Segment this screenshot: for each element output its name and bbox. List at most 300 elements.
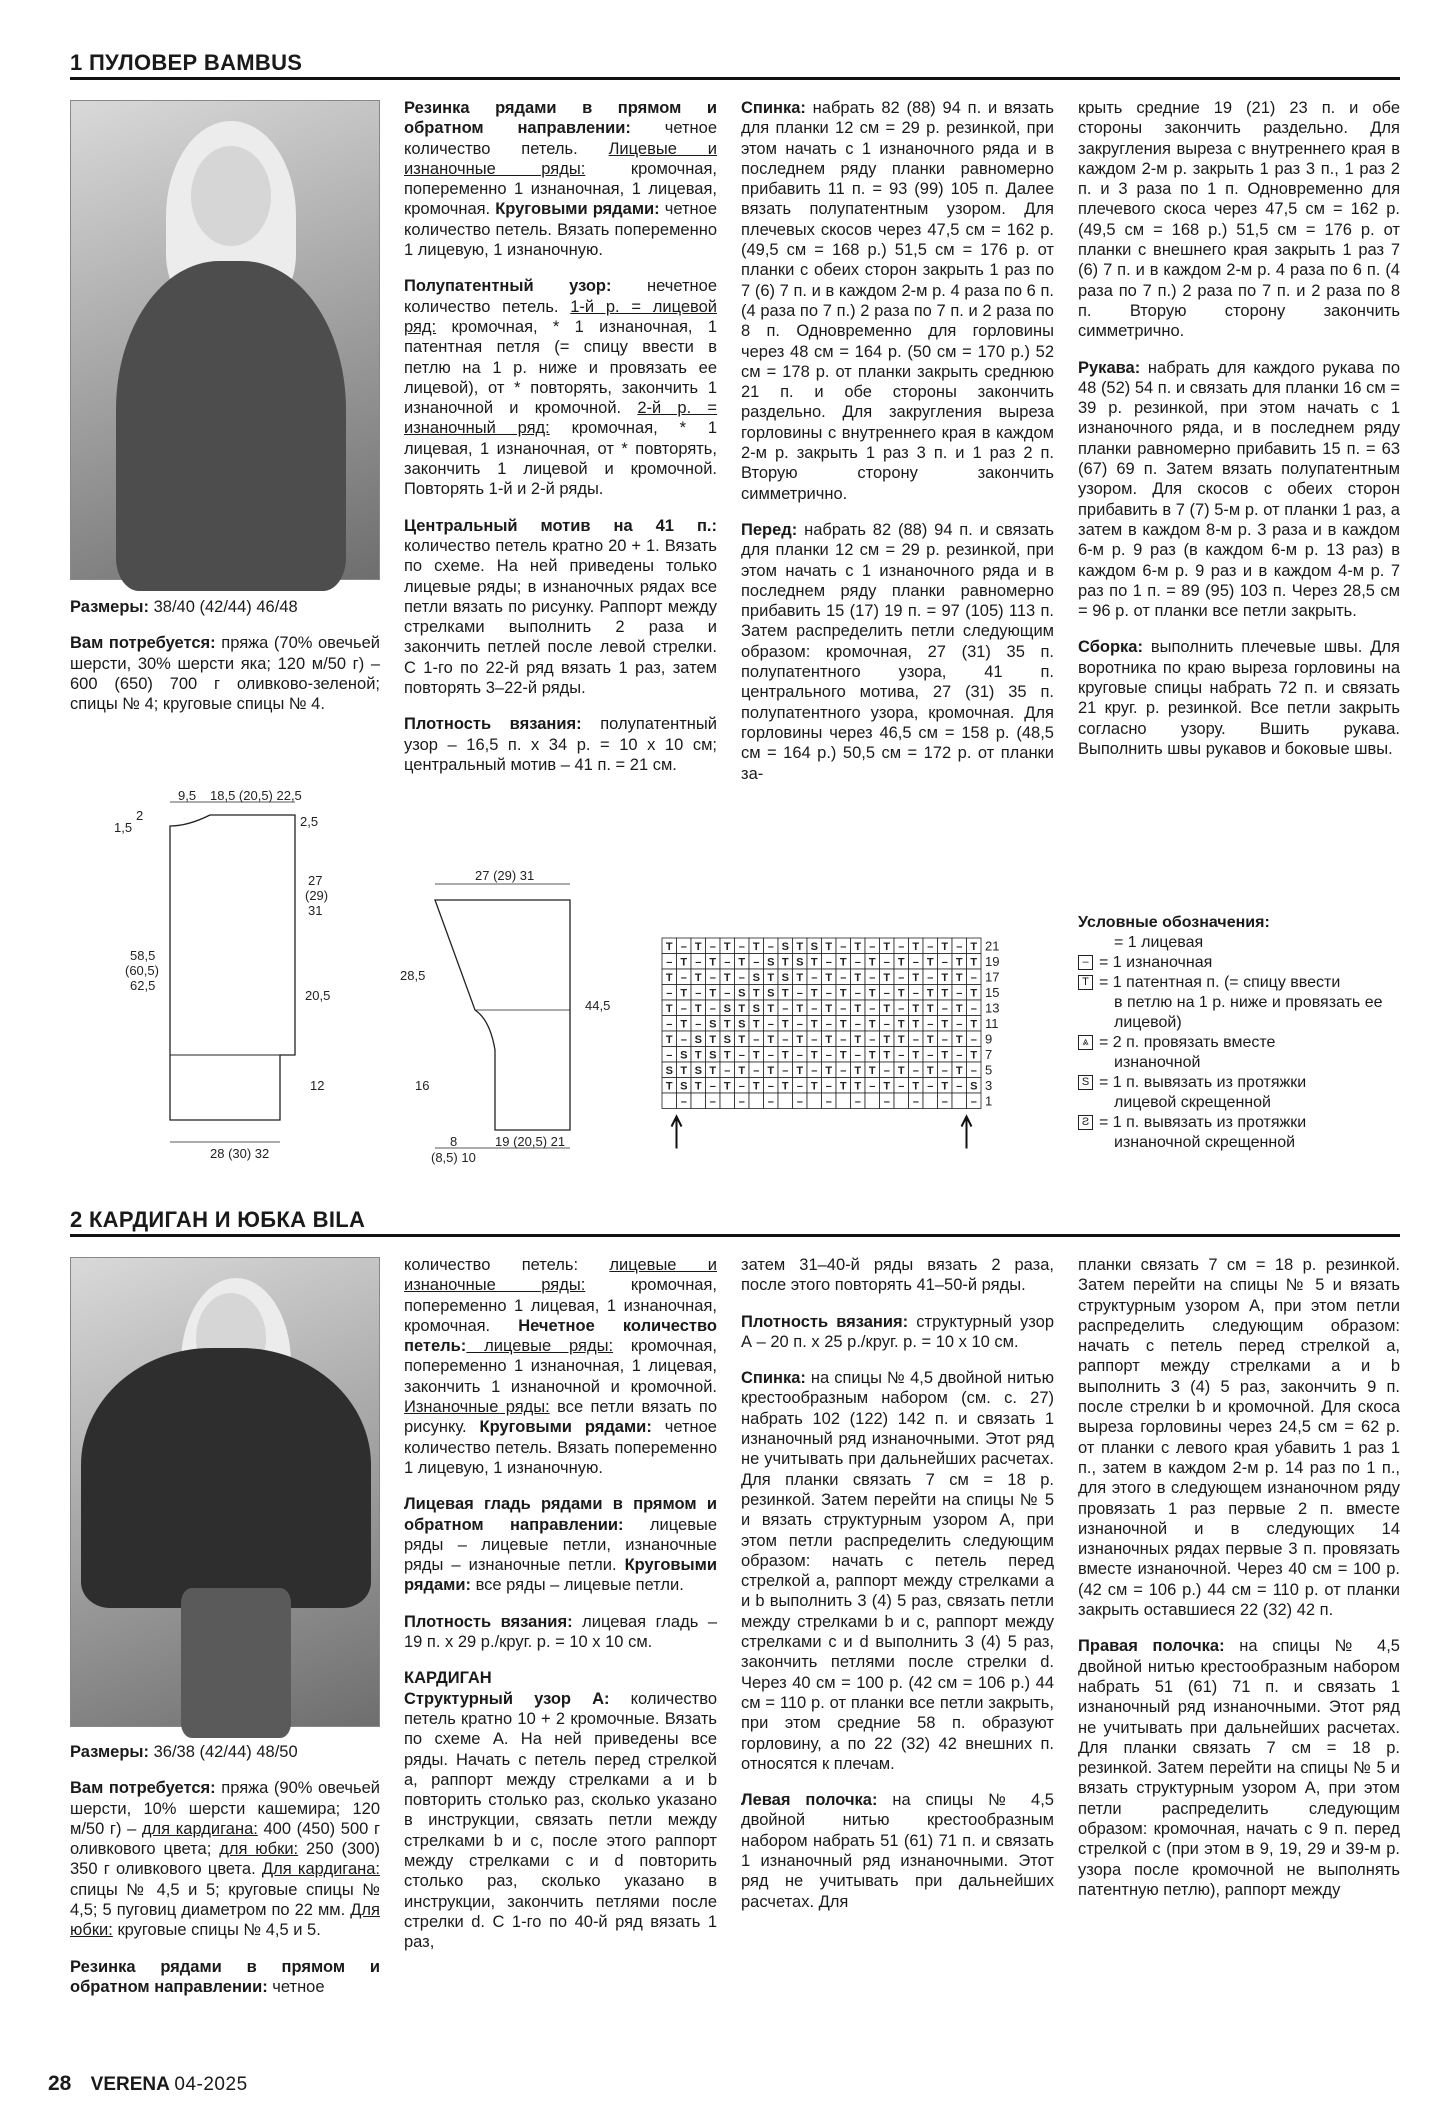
chart-symbol: – xyxy=(970,1096,977,1108)
column-4-s2: планки связать 7 см = 18 р. резинкой. Затем перейти на спицы № 5 и вязать структурным узором А, при этом петли распределить следующим образом: начать с петель перед стрелкой а, раппорт между стрелками а и b выполнить 3 (4) 5 раз, закончить 9 п. после стрелки b и кромочной. Для скоса выреза горловины через 24,5 см = 62 р. от планки с левого края убавить 1 раз 1 п., затем в каждом 2-м р. 14 раз по 1 п., для этого в следующем изнаночном ряду провязать 1 раз первые 2 п. вместе изнаночной и в следующих 14 изнаночных рядах первые 3 п. провязать вместе изнаночной. Через 40 см = 100 р. (42 см = 106 р.) 44 см = 110 р. от планки закрыть оставшиеся 22 (32) 42 п. Правая полочка: на спицы № 4,5 двойной нитью крестообразным набором набрать 51 (61) 71 п. и связать 1 изнаночный ряд изнаночными. Этот ряд не учитывать при дальнейших расчетах. Для планки связать 7 см = 18 р. резинкой. Затем перейти на спицы № 5 и вязать структурным узором А, при этом петли распределить следующим образом: кромочная, начать с 9 п. перед стрелкой с (при этом в 9, 19, 29 и 39-м р. узора после кромочной не выполнять патентную петлю), раппорт между xyxy=(1078,1256,1400,1899)
chart-symbol: – xyxy=(840,1003,847,1015)
knitting-chart xyxy=(650,930,1040,1170)
chart-symbol: T xyxy=(883,1003,891,1015)
chart-row-number: 11 xyxy=(985,1016,999,1031)
chart-symbol: S xyxy=(738,1018,746,1031)
legend-text: изнаночной xyxy=(1114,1054,1201,1071)
chart-symbol: – xyxy=(840,1065,847,1077)
chart-symbol: – xyxy=(709,1003,716,1015)
chart-symbol: – xyxy=(869,941,876,953)
chart-symbol: – xyxy=(898,941,905,953)
chart-symbol: – xyxy=(666,1049,673,1062)
chart-symbol: T xyxy=(825,941,833,953)
chart-symbol: T xyxy=(941,1049,949,1062)
chart-symbol: T xyxy=(854,1003,862,1015)
chart-symbol: T xyxy=(767,1065,775,1077)
chart-symbol: T xyxy=(825,1065,833,1077)
chart-symbol: – xyxy=(709,972,716,984)
chart-symbol: T xyxy=(665,1034,673,1046)
chart-symbol: – xyxy=(970,1034,977,1046)
chart-symbol: – xyxy=(666,987,673,1000)
chart-symbol: – xyxy=(883,1065,890,1077)
chart-symbol: S xyxy=(680,1080,688,1093)
chart-symbol: T xyxy=(738,1003,746,1015)
chart-symbol: – xyxy=(680,1003,687,1015)
chart-symbol: – xyxy=(825,1096,832,1108)
chart-cell xyxy=(923,1093,938,1109)
chart-symbol: – xyxy=(956,941,963,953)
legend-text: в петлю на 1 р. ниже и провязать ее лицевой) xyxy=(1114,994,1383,1031)
column-3-s2: затем 31–40-й ряды вязать 2 раза, после этого повторять 41–50-й ряды. Плотность вязания: структурный узор А – 20 п. х 25 р./круг. р. = 10 х 10 см. Спинка: на спицы № 4,5 двойной нитью крестообразным набором (см. с. 27) набрать 102 (122) 142 п. и связать 1 изнаночный ряд изнаночными. Этот ряд не учитывать при дальнейших расчетах. Для планки связать 7 см = 18 р. резинкой. Затем перейти на спицы № 5 и вязать структурным узором А, при этом петли распределить следующим образом: начать с петель перед стрелкой а, раппорт между стрелками а и b выполнить 3 (4) 5 раз, связать петли между стрелками b и c, раппорт между стрелками c и d выполнить 3 (4) 5 раз, закончить петлями после стрелки d. Через 40 см = 100 р. (42 см = 106 р.) 44 см = 110 р. от планки все петли закрыть, при этом средние 58 п. образуют горловину, а по 22 (32) 42 внешних п. относятся к плечам. Левая полочка: на спицы № 4,5 двойной нитью крестообразным набором набрать 51 (61) 71 п. и связать 1 изнаночный ряд изнаночными. Этот ряд не учитывать при дальнейших расчетах. Для xyxy=(741,1256,1054,1911)
dim-right-27: 27 xyxy=(308,873,323,888)
chart-symbol: S xyxy=(723,1034,731,1046)
chart-symbol: – xyxy=(898,1049,905,1062)
legend-item xyxy=(1078,1113,1400,1133)
chart-symbol: T xyxy=(767,1034,775,1046)
chart-symbol: – xyxy=(956,987,963,1000)
dim-neck: 9,5 xyxy=(178,788,197,803)
chart-row-number: 13 xyxy=(985,1000,1000,1016)
chart-symbol: T xyxy=(810,1018,818,1031)
legend-symbol-icon: T xyxy=(1078,975,1093,990)
chart-symbol: – xyxy=(854,987,861,1000)
chart-symbol: – xyxy=(811,1065,818,1077)
chart-symbol: – xyxy=(738,1096,745,1108)
dim-bottom-width: 28 (30) 32 xyxy=(210,1146,270,1161)
chart-symbol: – xyxy=(912,956,919,969)
chart-symbol: – xyxy=(825,1080,832,1093)
column-2-s2: количество петель: лицевые и изнаночные ряды: кромочная, попеременно 1 лицевая, 1 изнаночная, кромочная. Нечетное количество петель: лицевые ряды: кромочная, попеременно 1 изнаночная, 1 лицевая, закончить 1 изнаночной и кромочной. Изнаночные ряды: все петли вязать по рисунку. Круговыми рядами: четное количество петель. Вязать попеременно 1 лицевую, 1 изнаночную. Лицевая гладь рядами в прямом и обратном направлении: лицевые ряды – лицевые петли, изнаночные ряды – изнаночные петли. Круговыми рядами: все ряды – лицевые петли. Плотность вязания: лицевая гладь – 19 п. х 29 р./круг. р. = 10 х 10 см. КАРДИГАН Структурный узор А: количество петель кратно 10 + 2 кромочные. Вязать по схеме А. На ней приведены все ряды. Начать с петель перед стрелкой а, раппорт между стрелками а и b повторить столько раз, сколько указано в инструкции, связать петли между стрелками b и c, после этого раппорт между стрелками c и d повторить столько раз, сколько указано в инструкции, закончить петлями после стрелки d. С 1-го по 40-й ряд вязать 1 раз, xyxy=(404,1256,718,1952)
chart-symbol: – xyxy=(941,1034,948,1046)
chart-symbol: T xyxy=(767,972,775,984)
dim-mid-605: (60,5) xyxy=(125,963,159,978)
chart-symbol: S xyxy=(781,941,789,953)
chart-cell xyxy=(865,1093,880,1109)
chart-symbol: T xyxy=(694,1080,702,1093)
chart-row-number: 15 xyxy=(985,985,1000,1000)
chart-symbol: – xyxy=(956,1080,963,1093)
legend-item xyxy=(1078,1093,1400,1113)
chart-symbol: T xyxy=(926,1065,934,1077)
chart-symbol: T xyxy=(883,972,891,984)
dim-sleeve-bottom-3: 19 (20,5) 21 xyxy=(495,1134,566,1149)
chart-row-number: 5 xyxy=(985,1062,993,1078)
chart-symbol: T xyxy=(883,1080,891,1093)
chart-symbol: – xyxy=(883,1096,890,1108)
chart-symbol: T xyxy=(781,956,789,969)
chart-cell xyxy=(952,1093,967,1109)
legend-text: изнаночной скрещенной xyxy=(1114,1134,1296,1151)
chart-symbol: – xyxy=(782,1003,789,1015)
chart-symbol: – xyxy=(869,1003,876,1015)
chart-symbol: T xyxy=(854,1065,862,1077)
chart-cell xyxy=(836,1093,851,1109)
chart-cell xyxy=(662,1093,677,1109)
chart-symbol: – xyxy=(796,1080,803,1093)
chart-symbol: T xyxy=(941,1080,949,1093)
chart-symbol: – xyxy=(811,1003,818,1015)
chart-symbol: S xyxy=(709,1049,717,1062)
dim-left-2: 2 xyxy=(136,808,144,823)
chart-symbol: S xyxy=(767,987,775,1000)
chart-symbol: T xyxy=(883,941,891,953)
chart-symbol: T xyxy=(796,1003,804,1015)
chart-symbol: – xyxy=(883,987,890,1000)
chart-symbol: T xyxy=(709,956,717,969)
chart-cell xyxy=(778,1093,793,1109)
chart-cell xyxy=(894,1093,909,1109)
chart-symbol: – xyxy=(767,1049,774,1062)
chart-symbol: T xyxy=(897,987,905,1000)
chart-symbol: S xyxy=(970,1080,978,1093)
chart-symbol: S xyxy=(709,1018,717,1031)
chart-symbol: – xyxy=(883,1018,890,1031)
chart-symbol: T xyxy=(709,987,717,1000)
legend-item xyxy=(1078,1033,1400,1053)
chart-symbol: – xyxy=(869,972,876,984)
section-rule xyxy=(70,77,1400,80)
photo-cardigan xyxy=(70,1257,380,1727)
dim-sleeve-bottom-1: 8 xyxy=(450,1134,458,1149)
chart-symbol: T xyxy=(796,972,804,984)
legend-item xyxy=(1078,953,1400,973)
chart-symbol: – xyxy=(825,1049,832,1062)
chart-symbol: – xyxy=(854,1049,861,1062)
legend-item xyxy=(1078,993,1400,1033)
column-4: крыть средние 19 (21) 23 п. и обе стороны закончить раздельно. Для закругления выреза с внутреннего края в каждом 2-м р. закрыть 1 раз 3 п., 1 раз 2 п. и 3 раза по 1 п. Одновременно для плечевого скоса через 47,5 см = 162 р. (49,5 см = 168 р.) 51,5 см = 176 р. от планки с внешнего края закрыть 1 раз 7 (6) 7 п. и в каждом 2-м р. 4 раза по 6 п. (4 раза по 7 п.) 2 раза по 7 п. и 2 раза по 8 п. Вторую сторону закончить симметрично. Рукава: набрать для каждого рукава по 48 (52) 54 п. и связать для планки 16 см = 39 р. резинкой, при этом начать с 1 изнаночного ряда, и в последнем ряду планки равномерно прибавить 15 п. = 63 (67) 69 п. Затем вязать полупатентным узором. Для скосов с обеих сторон прибавить в 7 (7) 5-м р. от планки 1 раз, а затем в каждом 8-м р. 3 раза и в каждом 6-м р. 9 раз (в каждом 6-м р. 13 раз) в каждом 6-м р. 9 раз и в каждом 4-м р. 7 раз по 1 п. = 89 (95) 103 п. Через 28,5 см = 96 р. от планки все петли закрыть. Сборка: выполнить плечевые швы. Для воротника по краю выреза горловины на круговые спицы набрать 72 п. и связать 21 круг. р. резинкой. Все петли закрыть согласно узору. Вшить рукава. Выполнить швы рукавов и боковые швы. xyxy=(1078,99,1400,758)
chart-symbol: T xyxy=(912,1049,920,1062)
chart-symbol: T xyxy=(709,1065,717,1077)
chart-symbol: S xyxy=(752,972,760,984)
legend-text: = 1 п. вывязать из протяжки xyxy=(1099,1114,1307,1131)
chart-row-number: 21 xyxy=(985,938,1000,954)
chart-symbol: T xyxy=(709,1034,717,1046)
dim-sleeve-bottom-2: (8,5) 10 xyxy=(431,1150,476,1165)
chart-symbol: T xyxy=(912,1003,920,1015)
chart-row-number: 17 xyxy=(985,969,1000,985)
chart-symbol: – xyxy=(912,1034,919,1046)
chart-symbol: T xyxy=(970,987,978,1000)
legend-item xyxy=(1078,1133,1400,1153)
chart-symbol: T xyxy=(955,1003,963,1015)
legend-item xyxy=(1078,1053,1400,1073)
chart-symbol: – xyxy=(898,1080,905,1093)
chart-symbol: T xyxy=(825,1034,833,1046)
chart-symbol: S xyxy=(680,1049,688,1062)
chart-symbol: – xyxy=(956,1018,963,1031)
arrow-up-icon xyxy=(672,1117,682,1149)
chart-symbol: T xyxy=(883,1034,891,1046)
chart-symbol: T xyxy=(665,1003,673,1015)
chart-symbol: T xyxy=(854,1080,862,1093)
chart-symbol: – xyxy=(695,1018,702,1031)
legend-text: = 2 п. провязать вместе xyxy=(1099,1034,1276,1051)
body-pattern-diagram xyxy=(100,788,331,1161)
legend-title: Условные обозначения: xyxy=(1078,914,1270,931)
chart-symbol: – xyxy=(753,1065,760,1077)
chart-symbol: T xyxy=(868,1018,876,1031)
legend-item xyxy=(1078,1073,1400,1093)
chart-symbol: S xyxy=(694,1065,702,1077)
chart-row-number: 19 xyxy=(985,954,1000,969)
chart-symbol: T xyxy=(694,1049,702,1062)
chart-symbol: – xyxy=(738,941,745,953)
legend-text: = 1 п. вывязать из протяжки xyxy=(1099,1074,1307,1091)
legend-symbol-icon: S xyxy=(1078,1075,1093,1090)
chart-symbol: T xyxy=(796,1065,804,1077)
chart-symbol: – xyxy=(666,956,673,969)
chart-symbol: – xyxy=(796,1096,803,1108)
chart-symbol: T xyxy=(781,1080,789,1093)
chart-symbol: – xyxy=(854,1018,861,1031)
chart-symbol: T xyxy=(694,972,702,984)
chart-symbol: – xyxy=(709,1096,716,1108)
chart-symbol: – xyxy=(927,1080,934,1093)
chart-symbol: – xyxy=(709,1080,716,1093)
chart-symbol: – xyxy=(796,1049,803,1062)
chart-symbol: – xyxy=(680,972,687,984)
chart-symbol: T xyxy=(955,1065,963,1077)
sleeve-pattern-diagram xyxy=(395,870,625,1170)
chart-symbol: T xyxy=(752,987,760,1000)
chart-symbol: S xyxy=(694,1034,702,1046)
chart-symbol: T xyxy=(723,1018,731,1031)
chart-symbol: – xyxy=(796,1018,803,1031)
chart-symbol: T xyxy=(912,972,920,984)
chart-symbol: – xyxy=(753,956,760,969)
legend-text: = 1 лицевая xyxy=(1114,934,1204,951)
chart-symbol: – xyxy=(695,956,702,969)
dim-right-29: (29) xyxy=(305,888,329,903)
chart-symbol: – xyxy=(941,1065,948,1077)
chart-symbol: T xyxy=(897,1018,905,1031)
chart-symbol: T xyxy=(825,1003,833,1015)
chart-symbol: T xyxy=(970,1018,978,1031)
chart-symbol: – xyxy=(912,1096,919,1108)
chart-symbol: – xyxy=(738,972,745,984)
chart-symbol: – xyxy=(927,1049,934,1062)
chart-cell xyxy=(807,1093,822,1109)
chart-symbol: S xyxy=(738,987,746,1000)
chart-symbol: – xyxy=(912,1065,919,1077)
chart-symbol: – xyxy=(666,1018,673,1031)
chart-symbol: T xyxy=(912,1018,920,1031)
chart-symbol: T xyxy=(781,1018,789,1031)
photo-pullover xyxy=(70,100,380,580)
legend xyxy=(1078,913,1400,1153)
chart-symbol: – xyxy=(767,1018,774,1031)
legend-text: = 1 патентная п. (= спицу ввести xyxy=(1099,974,1341,991)
legend-symbol-icon: Ƨ xyxy=(1078,1115,1093,1130)
column-1: Размеры: 38/40 (42/44) 46/48 Вам потребуется: пряжа (70% овечьей шерсти, 30% шерсти яка; 120 м/50 г) – 600 (650) 700 г оливково-зеленой; спицы № 4; круговые спицы № 4. xyxy=(70,598,380,714)
chart-symbol: S xyxy=(723,1003,731,1015)
chart-symbol: T xyxy=(767,1003,775,1015)
chart-symbol: T xyxy=(738,1034,746,1046)
chart-symbol: T xyxy=(868,1049,876,1062)
chart-symbol: T xyxy=(680,987,688,1000)
chart-symbol: – xyxy=(825,1018,832,1031)
chart-symbol: – xyxy=(970,1003,977,1015)
chart-symbol: T xyxy=(738,1065,746,1077)
chart-symbol: – xyxy=(840,972,847,984)
chart-symbol: T xyxy=(868,987,876,1000)
issue-number: 04-2025 xyxy=(174,2074,248,2095)
chart-symbol: T xyxy=(955,1034,963,1046)
chart-symbol: T xyxy=(680,1018,688,1031)
chart-symbol: T xyxy=(665,941,673,953)
chart-symbol: – xyxy=(724,1065,731,1077)
chart-symbol: T xyxy=(810,956,818,969)
dim-sleeve-left-1: 28,5 xyxy=(400,968,426,983)
chart-symbol: T xyxy=(839,987,847,1000)
chart-symbol: T xyxy=(970,1049,978,1062)
column-3: Спинка: набрать 82 (88) 94 п. и вязать для планки 12 см = 29 р. резинкой, при этом начать с 1 изнаночного ряда и в последнем ряду планки равномерно прибавить 11 п. = 93 (99) 105 п. Далее вязать полупатентным узором. Для плечевых скосов через 47,5 см = 162 р. (49,5 см = 168 р.) 51,5 см = 176 р. от планки с обеих сторон закрыть 1 раз по 7 (6) 7 п. и в каждом 2-м р. 4 раза по 6 п. (4 раза по 7 п.) 2 раза по 7 п. и 2 раза по 8 п. Одновременно для горловины через 48 см = 164 р. (50 см = 170 р.) 52 см = 178 р. от планки закрыть среднюю 21 п. и обе стороны закончить раздельно. Для закругления выреза горловины с внутреннего края в каждом 2-м р. закрыть 1 раз 3 п. и 1 раз 2 п. Вторую сторону закончить симметрично. Перед: набрать 82 (88) 94 п. и связать для планки 12 см = 29 р. резинкой, при этом начать с 1 изнаночного ряда и в последнем ряду планки равномерно прибавить 15 (17) 19 п. = 97 (105) 113 п. Затем распределить петли следующим образом: кромочная, 27 (31) 35 п. полупатентного узора, 41 п. центрального мотива, 27 (31) 35 п. полупатентного узора, кромочная. Для горловины через 46,5 см = 158 р. (48,5 см = 164 р.) 50,5 см = 172 р. от планки за- xyxy=(741,99,1054,783)
page-number: 28 xyxy=(48,2072,72,2095)
column-1-s2: Размеры: 36/38 (42/44) 48/50 Вам потребуется: пряжа (90% овечьей шерсти, 10% шерсти кашемира; 120 м/50 г) – для кардигана: 400 (450) 500 г оливкового цвета; для юбки: 250 (300) 350 г оливкового цвета. Для кардигана: спицы № 4,5 и 5; круговые спицы № 4,5; 5 пуговиц диаметром по 22 мм. Для юбки: круговые спицы № 4,5 и 5. Резинка рядами в прямом и обратном направлении: четное xyxy=(70,1743,381,1996)
chart-symbol: T xyxy=(752,1080,760,1093)
chart-symbol: – xyxy=(854,956,861,969)
chart-symbol: S xyxy=(796,956,804,969)
chart-symbol: T xyxy=(781,987,789,1000)
dim-sleeve-left-2: 16 xyxy=(415,1078,430,1093)
chart-symbol: T xyxy=(738,956,746,969)
chart-symbol: – xyxy=(695,987,702,1000)
chart-symbol: – xyxy=(680,1034,687,1046)
chart-symbol: T xyxy=(839,956,847,969)
chart-symbol: – xyxy=(898,1003,905,1015)
chart-symbol: T xyxy=(694,1003,702,1015)
chart-symbol: – xyxy=(883,956,890,969)
chart-symbol: S xyxy=(767,956,775,969)
chart-symbol: T xyxy=(926,956,934,969)
chart-symbol: T xyxy=(926,987,934,1000)
chart-symbol: – xyxy=(941,1096,948,1108)
chart-symbol: T xyxy=(912,941,920,953)
chart-symbol: – xyxy=(825,987,832,1000)
chart-symbol: T xyxy=(926,1003,934,1015)
chart-symbol: – xyxy=(869,1034,876,1046)
dim-shoulder: 18,5 (20,5) 22,5 xyxy=(210,788,302,803)
chart-symbol: T xyxy=(854,941,862,953)
chart-row-number: 3 xyxy=(985,1078,993,1093)
legend-symbol-icon: ⩓ xyxy=(1078,1035,1093,1050)
chart-symbol: T xyxy=(897,1034,905,1046)
chart-symbol: T xyxy=(781,1049,789,1062)
chart-symbol: T xyxy=(796,1034,804,1046)
magazine-brand: VERENA xyxy=(90,2074,170,2095)
dim-right-25: 2,5 xyxy=(300,814,319,829)
chart-symbol: – xyxy=(941,956,948,969)
chart-symbol: – xyxy=(825,956,832,969)
chart-symbol: – xyxy=(898,972,905,984)
chart-row-number: 1 xyxy=(985,1093,993,1109)
chart-symbol: T xyxy=(839,1018,847,1031)
chart-symbol: T xyxy=(897,1065,905,1077)
dim-mid-625: 62,5 xyxy=(130,978,156,993)
section-title-2: 2 КАРДИГАН И ЮБКА BILA xyxy=(70,1207,366,1232)
chart-symbol: S xyxy=(810,941,818,953)
dim-right-205: 20,5 xyxy=(305,988,331,1003)
chart-symbol: T xyxy=(810,987,818,1000)
chart-symbol: S xyxy=(752,1003,760,1015)
chart-symbol: – xyxy=(709,941,716,953)
chart-symbol: T xyxy=(868,956,876,969)
chart-symbol: – xyxy=(753,1034,760,1046)
chart-symbol: – xyxy=(811,1034,818,1046)
dim-mid-585: 58,5 xyxy=(130,948,156,963)
chart-symbol: – xyxy=(854,1096,861,1108)
dim-sleeve-top: 27 (29) 31 xyxy=(475,868,535,883)
chart-symbol: T xyxy=(839,1080,847,1093)
chart-symbol: T xyxy=(825,972,833,984)
chart-symbol: – xyxy=(738,1080,745,1093)
section-rule-2 xyxy=(70,1234,1400,1237)
legend-text: лицевой скрещенной xyxy=(1114,1094,1271,1111)
chart-symbol: – xyxy=(840,1034,847,1046)
chart-symbol: T xyxy=(796,941,804,953)
chart-symbol: T xyxy=(926,1034,934,1046)
legend-item xyxy=(1078,933,1400,953)
arrow-up-icon xyxy=(962,1117,972,1149)
chart-symbol: – xyxy=(767,941,774,953)
chart-symbol: T xyxy=(723,972,731,984)
chart-symbol: – xyxy=(724,956,731,969)
chart-symbol: – xyxy=(796,987,803,1000)
chart-symbol: T xyxy=(810,1049,818,1062)
chart-symbol: – xyxy=(927,941,934,953)
chart-symbol: T xyxy=(854,972,862,984)
chart-symbol: – xyxy=(970,972,977,984)
chart-symbol: T xyxy=(723,941,731,953)
chart-row-number: 9 xyxy=(985,1031,993,1047)
chart-symbol: T xyxy=(941,941,949,953)
chart-symbol: T xyxy=(883,1049,891,1062)
chart-symbol: – xyxy=(869,1080,876,1093)
chart-symbol: – xyxy=(782,1034,789,1046)
chart-cell xyxy=(691,1093,706,1109)
chart-symbol: T xyxy=(752,1018,760,1031)
legend-symbol-icon: – xyxy=(1078,955,1093,970)
page-footer xyxy=(48,2072,248,2096)
chart-symbol: – xyxy=(941,1003,948,1015)
chart-symbol: – xyxy=(767,1096,774,1108)
chart-symbol: – xyxy=(927,1018,934,1031)
dim-right-31: 31 xyxy=(308,903,323,918)
chart-symbol: T xyxy=(665,1080,673,1093)
chart-symbol: T xyxy=(941,1018,949,1031)
chart-symbol: – xyxy=(970,1065,977,1077)
chart-symbol: – xyxy=(782,1065,789,1077)
chart-symbol: S xyxy=(665,1065,673,1077)
chart-symbol: T xyxy=(955,956,963,969)
chart-symbol: – xyxy=(738,1049,745,1062)
chart-symbol: T xyxy=(680,1065,688,1077)
chart-cell xyxy=(720,1093,735,1109)
chart-symbol: T xyxy=(955,972,963,984)
column-2: Резинка рядами в прямом и обратном направлении: четное количество петель. Лицевые и изнаночные ряды: кромочная, попеременно 1 изнаночная, 1 лицевая, кромочная. Круговыми рядами: четное количество петель. Вязать попеременно 1 лицевую, 1 изнаночную. Полупатентный узор: нечетное количество петель. 1-й р. = лицевой ряд: кромочная, * 1 изнаночная, 1 патентная петля (= спицу ввести в петлю на 1 р. ниже и провязать ее лицевой), от * повторять, закончить 1 изнаночной и кромочной. 2-й р. = изнаночный ряд: кромочная, * 1 лицевая, 1 изнаночная, от * повторять, закончить 1 лицевой и кромочной. Повторять 1-й и 2-й ряды. Центральный мотив на 41 п.: количество петель кратно 20 + 1. Вязать по схеме. На ней приведены только лицевые ряды; в изнаночных рядах все петли вязать по рисунку. Раппорт между стрелками выполнить 2 раза и закончить петлей после левой стрелки. С 1-го по 22-й ряд вязать 1 раз, затем повторять 3–22-й ряды. Плотность вязания: полупатентный узор – 16,5 п. х 34 р. = 10 х 10 см; центральный мотив – 41 п. = 21 см. xyxy=(404,99,718,774)
chart-symbol: T xyxy=(912,1080,920,1093)
chart-row-number: 7 xyxy=(985,1047,993,1062)
chart-symbol: S xyxy=(781,972,789,984)
chart-symbol: T xyxy=(970,956,978,969)
chart-symbol: – xyxy=(956,1049,963,1062)
legend-item xyxy=(1078,973,1400,993)
chart-symbol: – xyxy=(927,972,934,984)
chart-symbol: T xyxy=(897,956,905,969)
chart-symbol: – xyxy=(724,987,731,1000)
chart-symbol: T xyxy=(839,1049,847,1062)
chart-symbol: – xyxy=(767,1080,774,1093)
